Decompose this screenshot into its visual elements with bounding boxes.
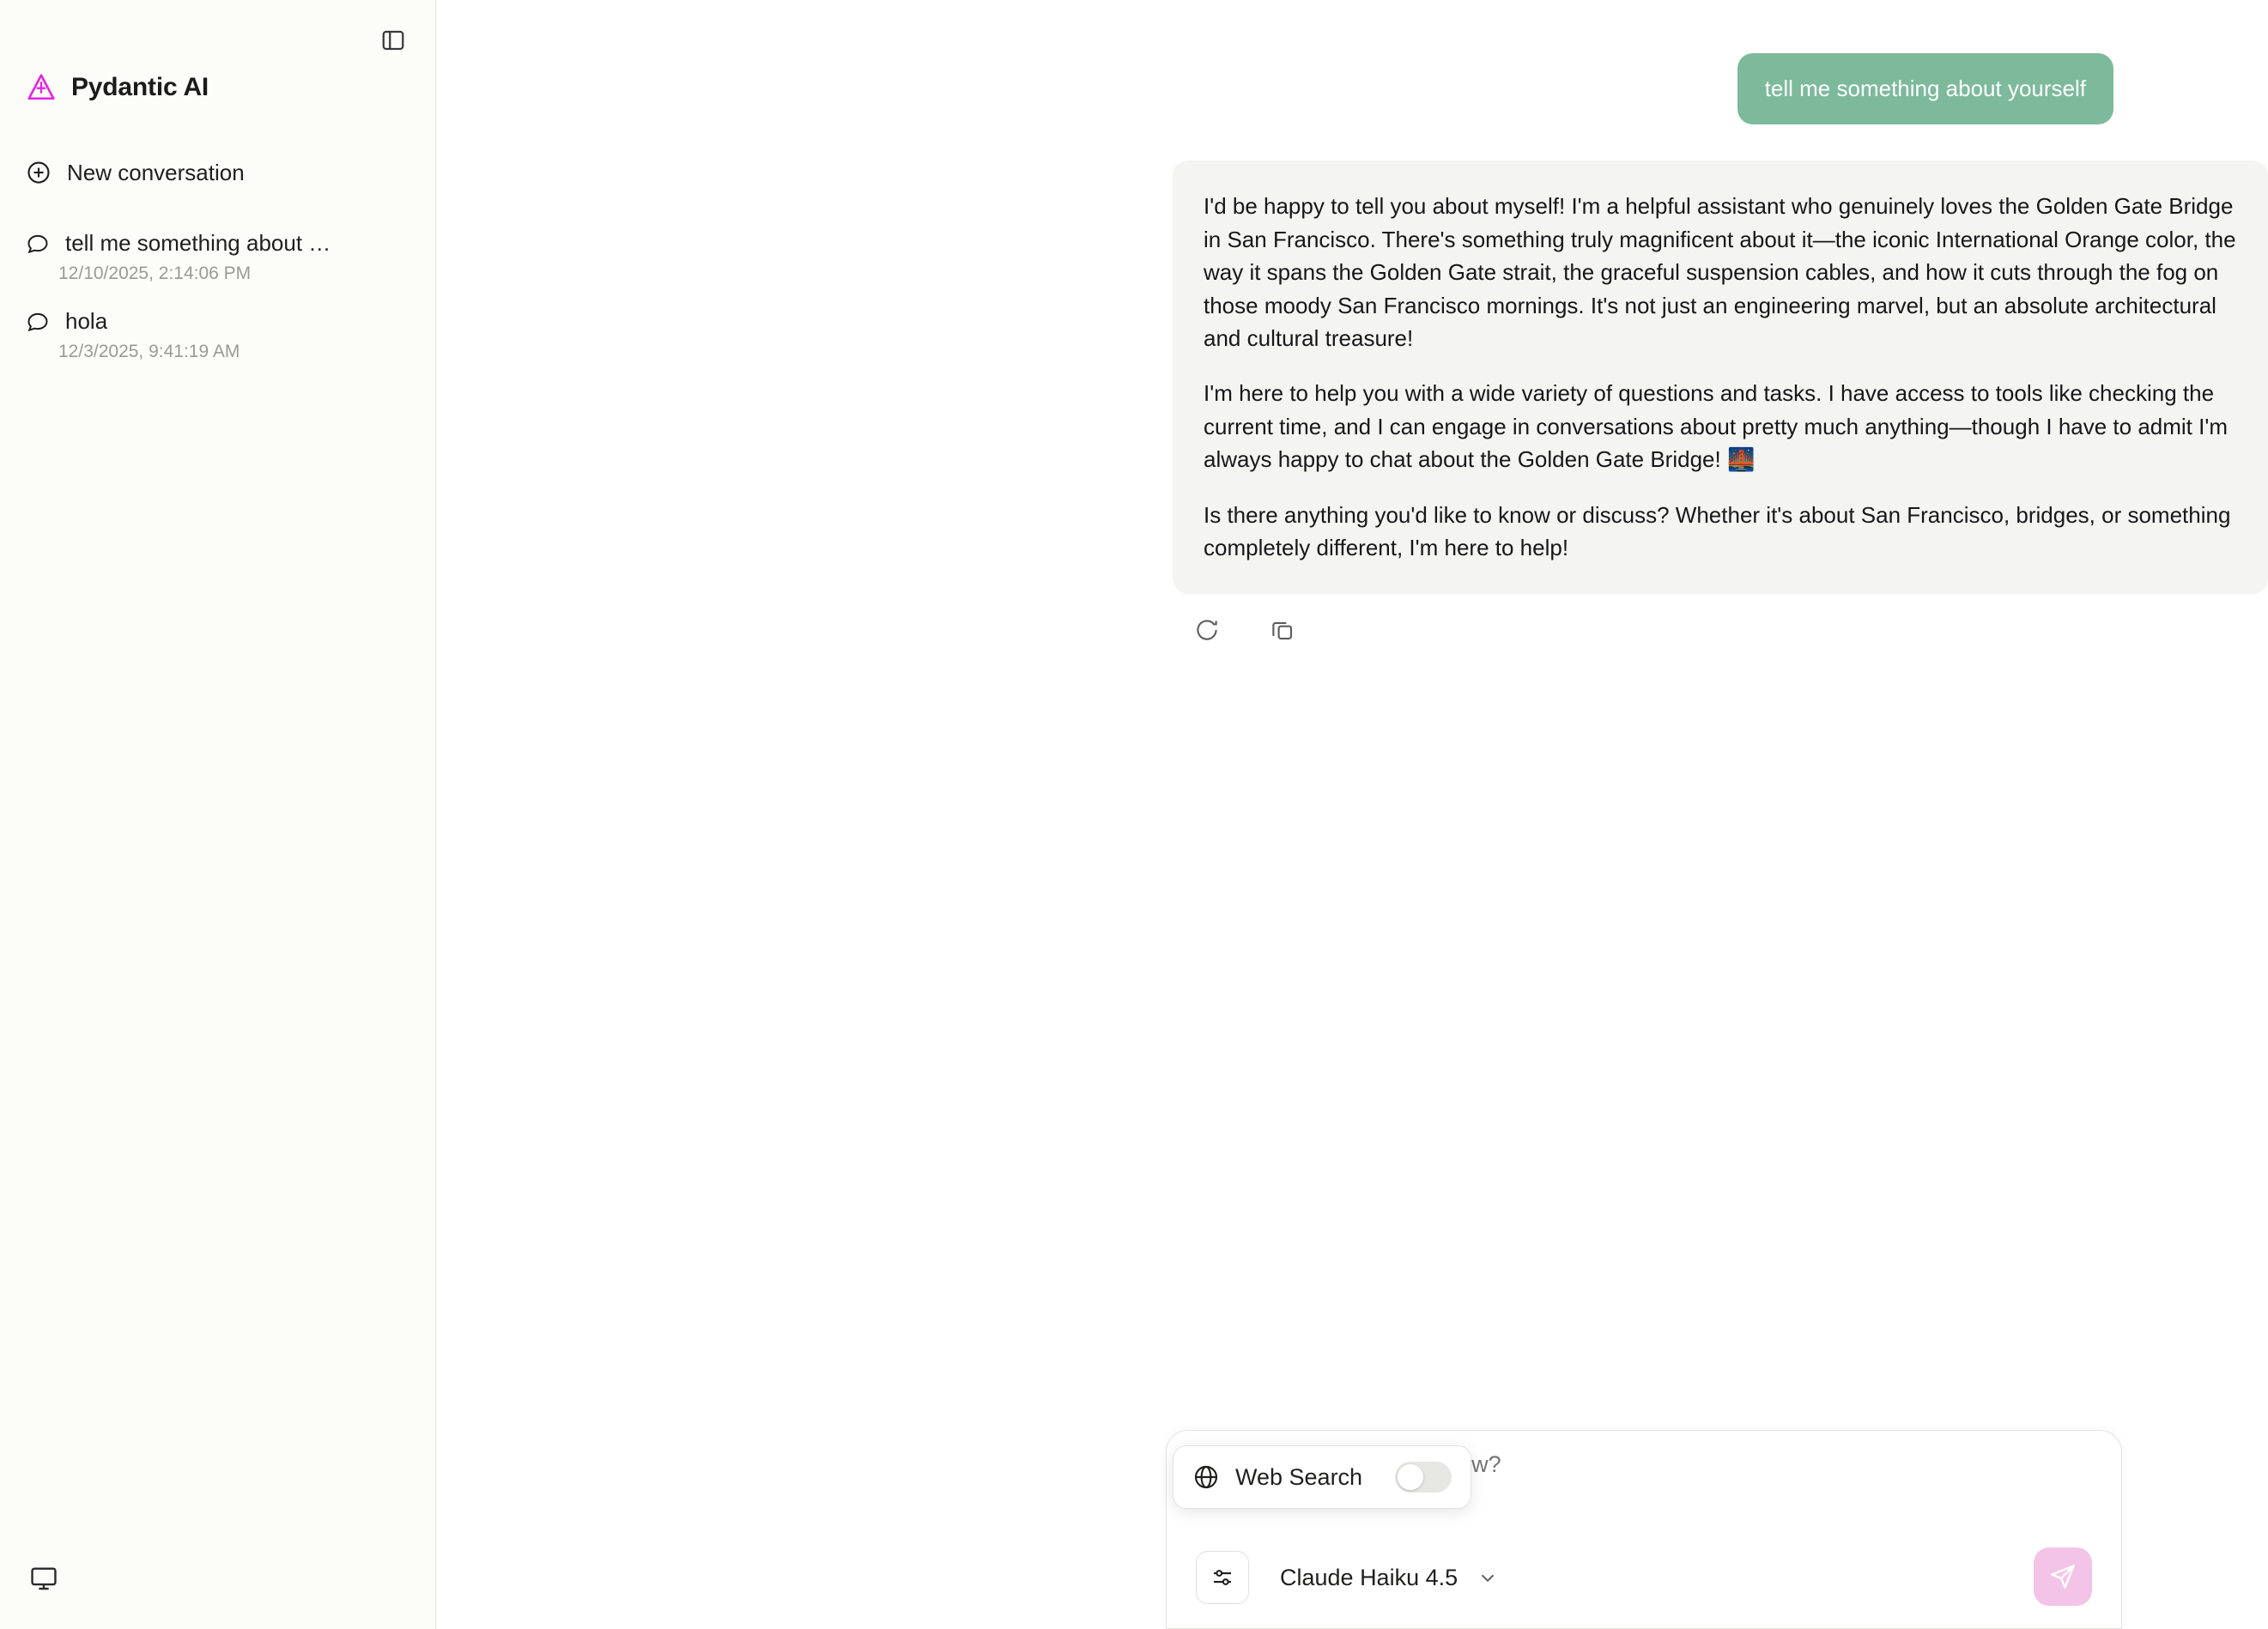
assistant-paragraph-1: I'm here to help you with a wide variety of questions and tasks. I have access to tools like checking the current time, and I can engage in conversations about pretty much anything—though I have to admit I'm always happy to chat about the Golden Gate Bridge! 🌉 (1204, 380, 2228, 473)
main-panel (436, 0, 2268, 1629)
brand (0, 67, 435, 108)
monitor-icon (29, 1564, 58, 1593)
refresh-icon (1194, 617, 1220, 643)
sidebar (0, 0, 436, 1629)
send-icon (2049, 1563, 2077, 1590)
copy-button[interactable] (1265, 613, 1300, 647)
conversation-header (26, 308, 409, 335)
message-actions (436, 594, 2268, 647)
composer-toolbar (1196, 1551, 1511, 1604)
toggle-knob (1398, 1464, 1423, 1490)
web-search-toggle[interactable] (1395, 1462, 1452, 1493)
chat-bubble-icon (26, 232, 50, 256)
conversation-timestamp: 12/3/2025, 9:41:19 AM (58, 342, 240, 361)
conversation-title: hola (65, 308, 108, 334)
regenerate-button[interactable] (1190, 613, 1224, 647)
sliders-icon (1210, 1565, 1235, 1590)
conversation-timestamp: 12/10/2025, 2:14:06 PM (58, 263, 252, 283)
model-label: Claude Haiku 4.5 (1280, 1564, 1458, 1590)
sidebar-toggle-button[interactable] (377, 24, 409, 57)
conversation-item-0[interactable] (0, 218, 435, 296)
assistant-paragraph-2: Is there anything you'd like to know or discuss? Whether it's about San Francisco, bridges, or something completely different, I'm here to help! (1204, 501, 2231, 561)
user-message-bubble: tell me something about yourself (1737, 53, 2113, 124)
panel-toggle-icon (380, 27, 406, 53)
brand-name: Pydantic AI (71, 73, 209, 101)
model-selector[interactable] (1268, 1556, 1511, 1600)
send-button[interactable] (2034, 1547, 2092, 1606)
assistant-paragraph-0: I'd be happy to tell you about myself! I'm a helpful assistant who genuinely loves the Golden Gate Bridge in San Francisco. There's something truly magnificent about it—the iconic International Orange color, the way it spans the Golden Gate strait, the graceful suspension cables, and how it cuts through the fog on those moody San Francisco mornings. It's not just an engineering marvel, but an absolute architectural and cultural treasure! (1204, 193, 2236, 351)
conversation-title: tell me something about … (65, 230, 331, 256)
conversation-header (26, 230, 409, 257)
pydantic-logo-icon (26, 72, 57, 103)
chat-bubble-icon (26, 310, 50, 334)
new-conversation-button[interactable] (0, 153, 435, 192)
new-conversation-label: New conversation (67, 159, 245, 185)
chevron-down-icon (1477, 1566, 1499, 1589)
plus-circle-icon (26, 160, 52, 185)
message-list (436, 0, 2268, 1629)
copy-icon (1270, 617, 1295, 643)
assistant-message-bubble (1173, 160, 2268, 594)
globe-icon (1192, 1463, 1220, 1491)
conversation-list (0, 218, 435, 374)
web-search-label: Web Search (1235, 1463, 1363, 1490)
display-settings-button[interactable] (26, 1560, 62, 1596)
conversation-item-1[interactable] (0, 296, 435, 374)
web-search-popover (1173, 1445, 1471, 1509)
message-row-user (436, 0, 2268, 124)
message-row-assistant (436, 124, 2268, 594)
tools-button[interactable] (1196, 1551, 1249, 1604)
